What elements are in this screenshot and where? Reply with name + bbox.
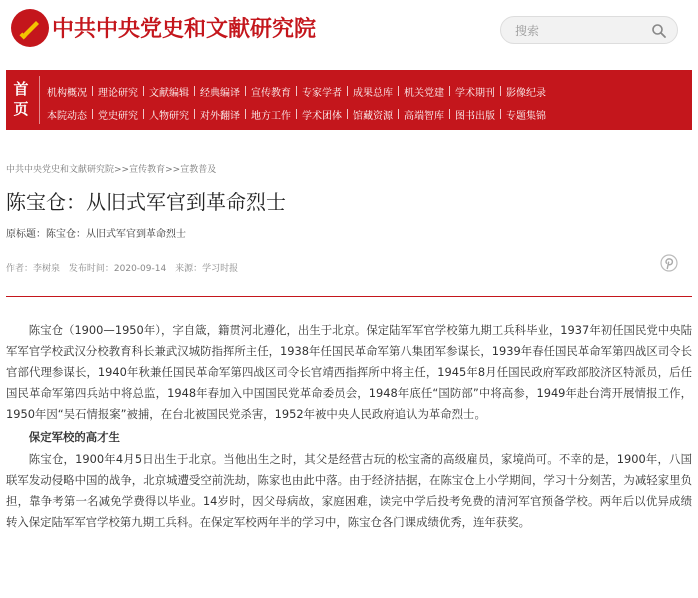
- article-author: 作者：李树泉: [6, 264, 61, 274]
- nav-item-row1-5[interactable]: 专家学者: [302, 87, 342, 99]
- nav-item-row2-6[interactable]: 馆藏资源: [353, 110, 393, 122]
- main-nav: [6, 70, 692, 130]
- nav-item-row2-5[interactable]: 学术团体: [302, 110, 342, 122]
- nav-item-row2-2[interactable]: 人物研究: [149, 110, 189, 122]
- original-title: 原标题：陈宝仓：从旧式军官到革命烈士: [6, 229, 186, 240]
- article-body: [6, 320, 692, 533]
- nav-item-row2-8[interactable]: 图书出版: [455, 110, 495, 122]
- breadcrumb-separator: >>: [165, 165, 181, 175]
- search-icon[interactable]: [651, 23, 667, 39]
- nav-item-row1-8[interactable]: 学术期刊: [455, 87, 495, 99]
- article-date: 发布时间：2020-09-14: [68, 264, 167, 274]
- nav-item-row2-3[interactable]: 对外翻译: [200, 110, 240, 122]
- article-paragraph-2: 陈宝仓，1900年4月5日出生于北京。当他出生之时，其父是经营古玩的松宝斋的高级雇员，家境尚可。不幸的是，1900年，八国联军发动侵略中国的战争，北京城遭受空前洗劫，陈家也由此中落。由于经济拮据，在陈宝仓上小学期间，学习十分刻苦，为减轻家里负担，靠争考第一名减免学费得以毕业。14岁时，因父母病故，家庭困难，读完中学后投考免费的清河军官预备学校。两年后以优异成绩转入保定陆军军官学校第九期工兵科。在保定军校两年半的学习中，陈宝仓各门课成绩优秀，连年获奖。: [6, 452, 692, 529]
- article-meta: [6, 261, 244, 274]
- nav-item-row1-1[interactable]: 理论研究: [98, 87, 138, 99]
- breadcrumb-item[interactable]: 宣教普及: [180, 165, 217, 175]
- nav-item-row1-0[interactable]: 机构概况: [47, 87, 87, 99]
- nav-item-row2-0[interactable]: 本院动态: [47, 110, 87, 122]
- search-input[interactable]: [515, 22, 645, 40]
- nav-row-2: [42, 104, 551, 124]
- nav-item-row1-2[interactable]: 文献编辑: [149, 87, 189, 99]
- breadcrumb-separator: >>: [114, 165, 130, 175]
- nav-item-row2-1[interactable]: 党史研究: [98, 110, 138, 122]
- article-paragraph-1: 陈宝仓（1900—1950年），字自箴，籍贯河北遵化，出生于北京。保定陆军军官学校第九期工兵科毕业，1937年初任国民党中央陆军军官学校武汉分校教育科长兼武汉城防指挥所主任，1938年任国民革命军第八集团军参谋长，1939年春任国民革命军第四战区司令长官部代理参谋长，1940年秋兼任国民革命军第四战区司令长官靖西指挥所中将主任，1945年8月任国民政府军政部胶济区特派员，后任国民革命军第四兵站中将总监，1948年春加入中国国民党革命委员会，1948年底任“国防部”中将高参，1949年赴台湾开展情报工作，1950年因“吴石情报案”被捕，在台北被国民党杀害，1952年被中央人民政府追认为革命烈士。: [6, 323, 692, 421]
- site-header: [0, 0, 698, 62]
- site-title[interactable]: 中共中央党史和文献研究院: [52, 16, 317, 42]
- nav-row-1: [42, 81, 551, 101]
- nav-item-row2-7[interactable]: 高端智库: [404, 110, 444, 122]
- article-source: 来源：学习时报: [175, 264, 239, 274]
- pinterest-icon[interactable]: [660, 254, 678, 272]
- party-emblem-icon[interactable]: [10, 8, 50, 48]
- article-subheading: 保定军校的高才生: [28, 430, 120, 444]
- nav-item-row1-6[interactable]: 成果总库: [353, 87, 393, 99]
- article-title: 陈宝仓：从旧式军官到革命烈士: [6, 190, 286, 214]
- search-box: [500, 16, 678, 44]
- breadcrumb-item[interactable]: 宣传教育: [129, 165, 166, 175]
- breadcrumb-item[interactable]: 中共中央党史和文献研究院: [6, 165, 115, 175]
- nav-item-row2-9[interactable]: 专题集锦: [506, 110, 546, 122]
- breadcrumb: [6, 162, 216, 175]
- title-divider: [6, 296, 692, 297]
- nav-home[interactable]: [6, 70, 36, 130]
- nav-item-row1-7[interactable]: 机关党建: [404, 87, 444, 99]
- nav-home-label[interactable]: 首页: [13, 80, 29, 118]
- nav-item-row1-3[interactable]: 经典编译: [200, 87, 240, 99]
- nav-divider: [39, 76, 40, 124]
- nav-item-row1-4[interactable]: 宣传教育: [251, 87, 291, 99]
- nav-item-row2-4[interactable]: 地方工作: [251, 110, 291, 122]
- nav-item-row1-9[interactable]: 影像纪录: [506, 87, 546, 99]
